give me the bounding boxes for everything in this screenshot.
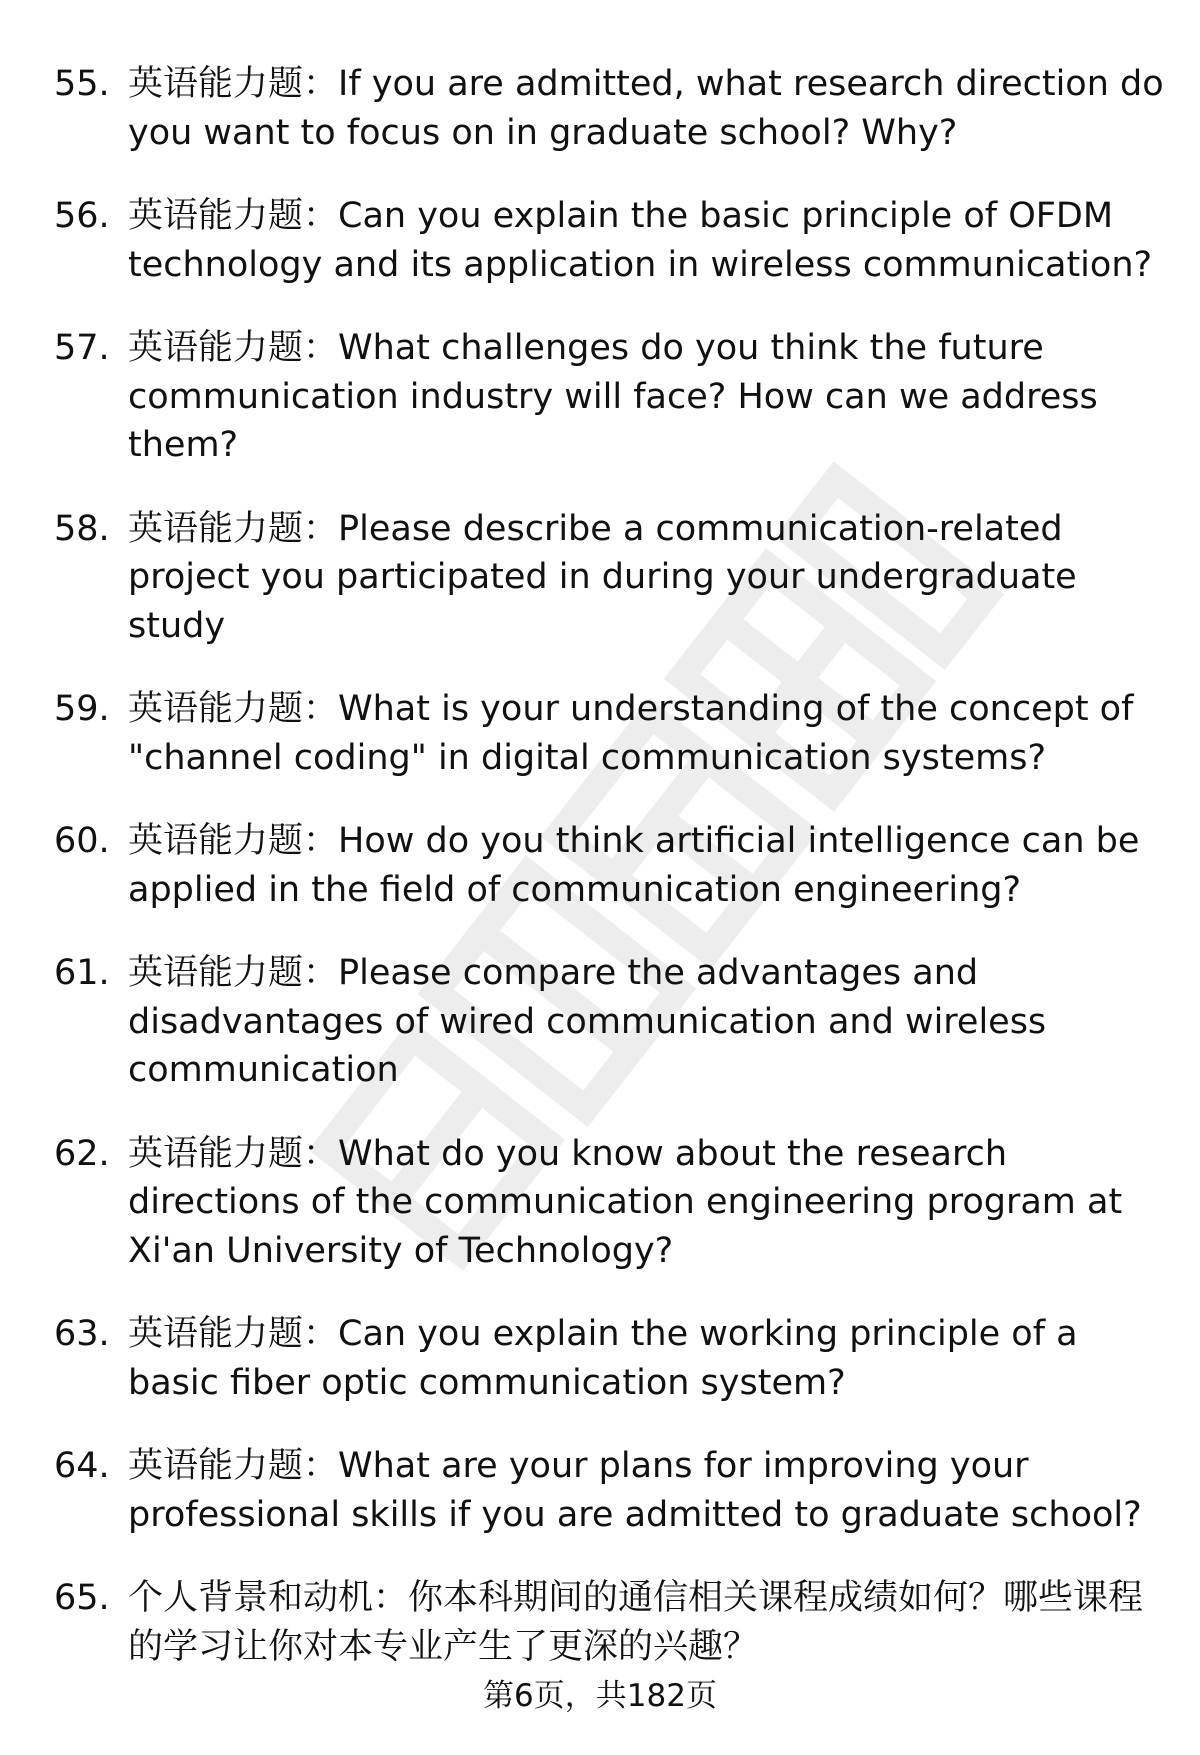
question-number: 63. xyxy=(54,1314,110,1354)
question-number: 55. xyxy=(54,64,110,104)
question-text: What do you know about the research directions of the communication engineering program at Xi'an University of Technology? xyxy=(128,1133,1123,1271)
question-body xyxy=(128,817,1164,914)
question-body xyxy=(128,685,1164,782)
question-text: How do you think artificial intelligence can be applied in the field of communication engineering? xyxy=(128,821,1140,910)
question-body xyxy=(128,1130,1164,1276)
question-category: 英语能力题： xyxy=(128,1133,339,1174)
question-category: 英语能力题： xyxy=(128,64,339,104)
question-category: 个人背景和动机： xyxy=(128,1578,409,1618)
page-number-footer: 第6页，共182页 xyxy=(483,1678,717,1714)
question-number: 60. xyxy=(54,821,110,861)
question-list xyxy=(54,60,1164,1706)
question-body xyxy=(128,324,1164,470)
question-category: 英语能力题： xyxy=(128,1446,339,1486)
question-body xyxy=(128,1442,1164,1539)
question-number: 56. xyxy=(54,196,110,236)
question-category: 英语能力题： xyxy=(128,508,339,549)
list-item xyxy=(54,1442,1164,1539)
question-text: Can you explain the basic principle of OFDM technology and its application in wireless communication? xyxy=(128,196,1153,285)
question-number: 59. xyxy=(54,689,110,729)
question-text: What challenges do you think the future communication industry will face? How can we address them? xyxy=(128,328,1098,465)
question-text: If you are admitted, what research direction do you want to focus on in graduate school? Why? xyxy=(128,64,1164,153)
question-body xyxy=(128,505,1164,651)
question-text: What are your plans for improving your professional skills if you are admitted to graduate school? xyxy=(128,1446,1142,1535)
list-item xyxy=(54,324,1164,470)
question-text: Please describe a communication-related project you participated in during your undergraduate study xyxy=(128,508,1077,646)
question-number: 57. xyxy=(54,328,110,368)
question-body xyxy=(128,192,1164,289)
question-body xyxy=(128,949,1164,1095)
question-number: 58. xyxy=(54,508,110,549)
list-item xyxy=(54,949,1164,1095)
question-number: 61. xyxy=(54,953,110,993)
question-category: 英语能力题： xyxy=(128,196,339,236)
list-item xyxy=(54,1574,1164,1671)
list-item xyxy=(54,685,1164,782)
list-item xyxy=(54,60,1164,157)
question-category: 英语能力题： xyxy=(128,1314,339,1354)
list-item xyxy=(54,1310,1164,1407)
question-category: 英语能力题： xyxy=(128,953,339,993)
question-text: 你本科期间的通信相关课程成绩如何？哪些课程的学习让你对本专业产生了更深的兴趣？ xyxy=(128,1578,1144,1667)
question-text: Please compare the advantages and disadvantages of wired communication and wireless communication xyxy=(128,953,1047,1090)
question-text: Can you explain the working principle of a basic fiber optic communication system? xyxy=(128,1314,1078,1403)
question-body xyxy=(128,60,1164,157)
question-body xyxy=(128,1574,1164,1671)
list-item xyxy=(54,192,1164,289)
question-category: 英语能力题： xyxy=(128,328,339,368)
list-item xyxy=(54,505,1164,651)
question-number: 65. xyxy=(54,1578,110,1618)
question-number: 64. xyxy=(54,1446,110,1486)
question-category: 英语能力题： xyxy=(128,821,339,861)
question-number: 62. xyxy=(54,1133,110,1174)
question-category: 英语能力题： xyxy=(128,689,339,729)
question-body xyxy=(128,1310,1164,1407)
question-text: What is your understanding of the concept of "channel coding" in digital communication systems? xyxy=(128,689,1134,778)
list-item xyxy=(54,1130,1164,1276)
list-item xyxy=(54,817,1164,914)
